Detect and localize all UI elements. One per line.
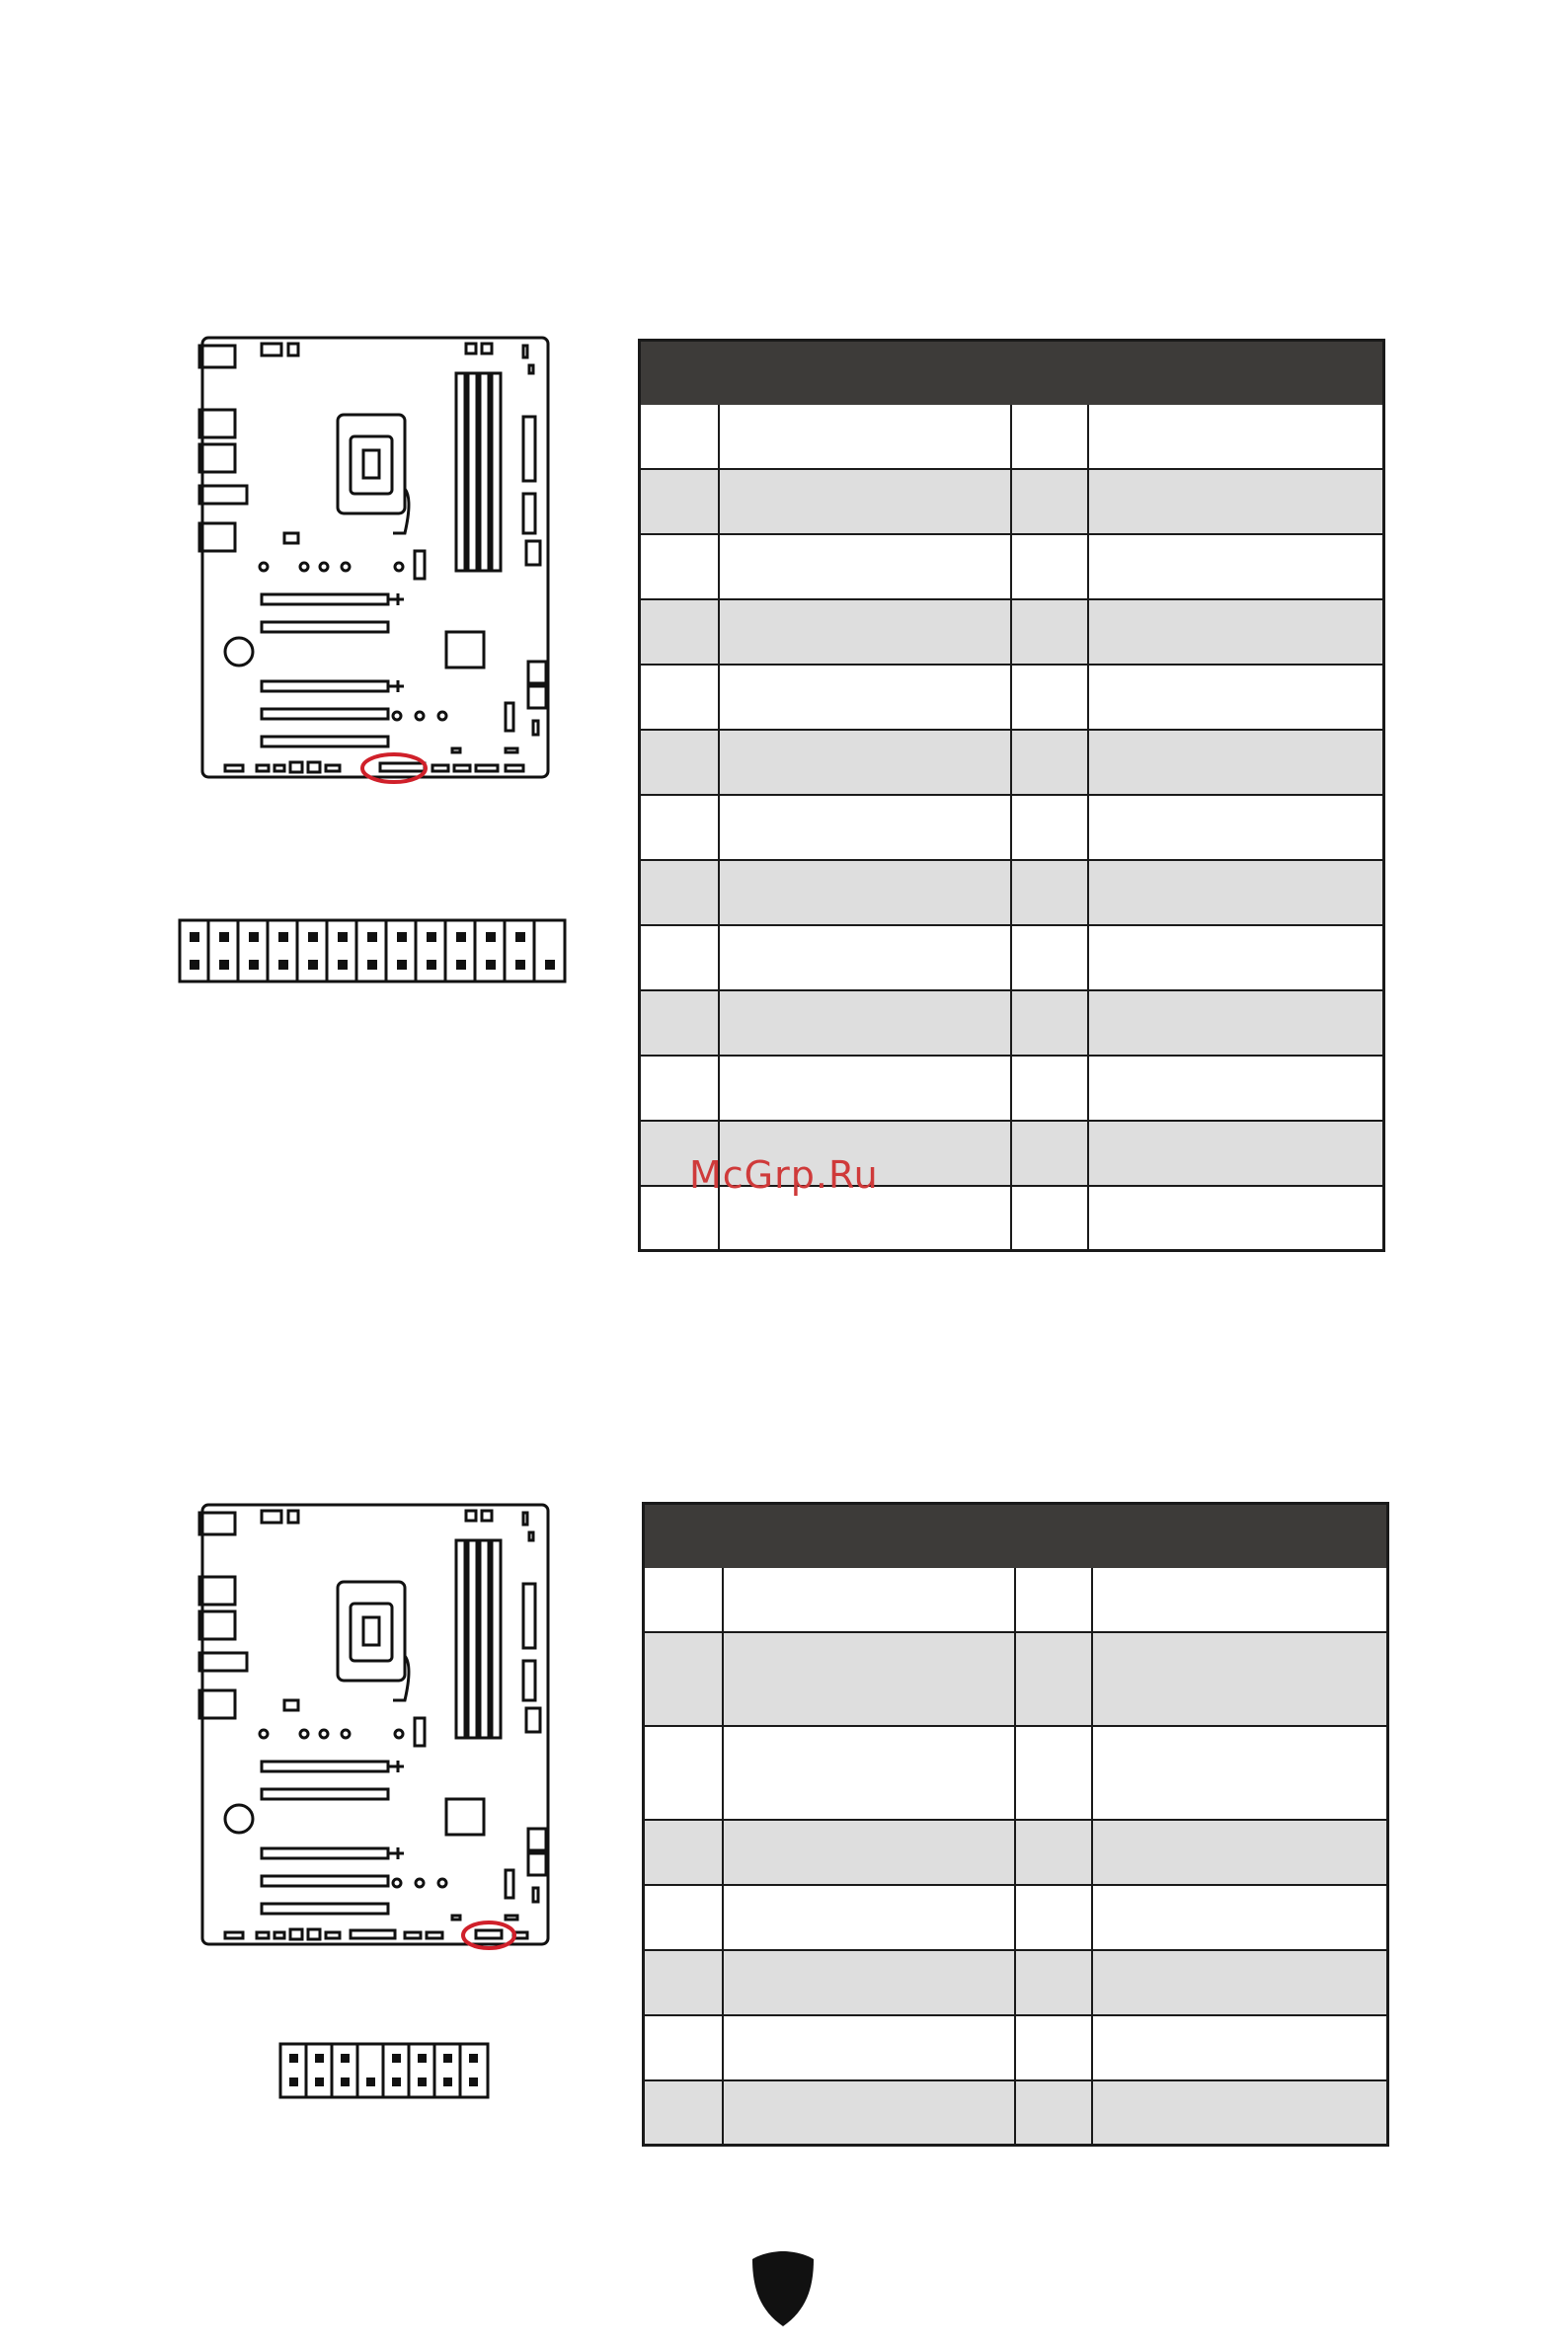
table-header-row (640, 341, 1384, 404)
table-row (644, 1567, 1388, 1632)
table-row (640, 404, 1384, 469)
table-row (640, 469, 1384, 534)
table-row (644, 2080, 1388, 2146)
table-row (640, 730, 1384, 795)
motherboard-diagram-top (188, 326, 563, 790)
table-row (640, 599, 1384, 665)
table-row (640, 1056, 1384, 1121)
shield-logo-icon (750, 2249, 816, 2328)
table-header-row (644, 1504, 1388, 1567)
table-row (640, 990, 1384, 1056)
table-row (640, 925, 1384, 990)
table-row (644, 2015, 1388, 2080)
pin-header-top (178, 918, 567, 983)
pinout-table-top (638, 339, 1385, 1252)
table-row (644, 1632, 1388, 1726)
watermark-text: McGrp.Ru (689, 1153, 879, 1197)
table-row (644, 1885, 1388, 1950)
pinout-table-bottom (642, 1502, 1389, 2147)
motherboard-diagram-bottom (188, 1493, 563, 1957)
table-row (644, 1820, 1388, 1885)
pin-header-bottom (278, 2042, 490, 2099)
table-row (640, 665, 1384, 730)
table-row (640, 860, 1384, 925)
table-row (644, 1726, 1388, 1820)
table-row (640, 534, 1384, 599)
table-row (640, 795, 1384, 860)
table-row (644, 1950, 1388, 2015)
